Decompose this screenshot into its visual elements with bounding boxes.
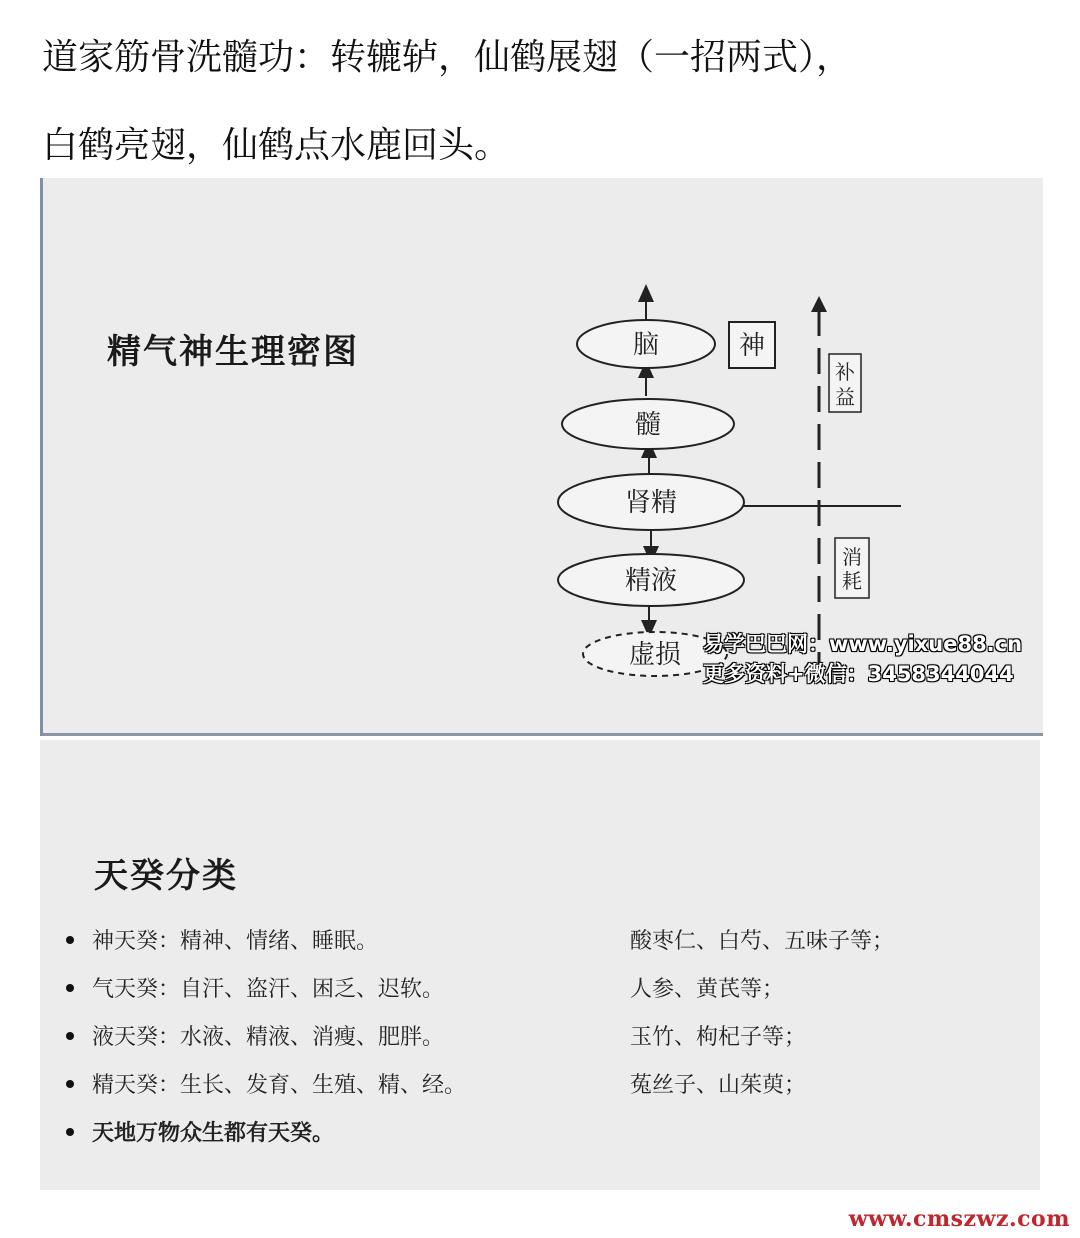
- watermark-contact: 更多资料+微信：3458344044: [703, 662, 1014, 686]
- list-item-herbs: 酸枣仁、白芍、五味子等；: [630, 929, 895, 954]
- box-spirit-label: 神: [738, 331, 766, 361]
- bullet-dot: [66, 1080, 74, 1088]
- list-item: [62, 972, 1022, 1020]
- node-brain-label: 脑: [632, 330, 660, 360]
- bullet-dot: [66, 1128, 74, 1136]
- node-essence-fluid: [558, 554, 744, 606]
- heading-line-1: 道家筋骨洗髓功：转辘轳，仙鹤展翅（一招两式），: [42, 37, 853, 78]
- diagram-title: 精气神生理密图: [107, 332, 359, 372]
- tiangui-slide: [40, 740, 1040, 1190]
- list-item-herbs: 人参、黄芪等；: [630, 977, 785, 1002]
- list-item-herbs: 玉竹、枸杞子等；: [630, 1025, 807, 1050]
- list-item-category: 气天癸：自汗、盗汗、困乏、迟软。: [92, 977, 445, 1002]
- list-item-category: 液天癸：水液、精液、消瘦、肥胖。: [92, 1025, 445, 1050]
- article-heading: [42, 14, 1052, 190]
- heading-line-2: 白鹤亮翅，仙鹤点水鹿回头。: [42, 125, 511, 166]
- list-item: [62, 924, 1022, 972]
- node-brain: [577, 320, 715, 368]
- bullet-dot: [66, 984, 74, 992]
- tiangui-title: 天癸分类: [94, 856, 238, 896]
- list-item: [62, 1068, 1022, 1116]
- dashed-flow-arrowhead: [811, 296, 827, 312]
- list-item-herbs: 菟丝子、山茱萸；: [630, 1073, 807, 1098]
- box-consume: [835, 538, 869, 598]
- list-item-summary: 天地万物众生都有天癸。: [92, 1120, 335, 1146]
- list-item-category: 精天癸：生长、发育、生殖、精、经。: [92, 1073, 467, 1098]
- box-consume-label-1: 消: [842, 545, 862, 569]
- list-item: [62, 1116, 1022, 1164]
- footer-site-watermark: www.cmszwz.com: [848, 1206, 1070, 1232]
- node-marrow: [562, 399, 734, 449]
- list-item: [62, 1020, 1022, 1068]
- node-essence-fluid-label: 精液: [624, 566, 678, 596]
- box-replenish-label-1: 补: [835, 360, 855, 384]
- bullet-dot: [66, 936, 74, 944]
- box-consume-label-2: 耗: [842, 569, 862, 593]
- diagram-slide: [40, 178, 1043, 736]
- node-marrow-label: 髓: [634, 410, 662, 440]
- tiangui-list: [62, 924, 1022, 1164]
- node-deficiency-label: 虚损: [628, 640, 682, 670]
- node-kidney-essence: [558, 474, 744, 530]
- bullet-dot: [66, 1032, 74, 1040]
- node-kidney-essence-label: 肾精: [624, 488, 678, 518]
- list-item-category: 神天癸：精神、情绪、睡眠。: [92, 929, 379, 954]
- watermark-site: 易学巴巴网：www.yixue88.cn: [703, 632, 1023, 656]
- box-replenish-label-2: 益: [835, 385, 855, 409]
- box-replenish: [829, 354, 861, 412]
- box-spirit: [729, 322, 775, 368]
